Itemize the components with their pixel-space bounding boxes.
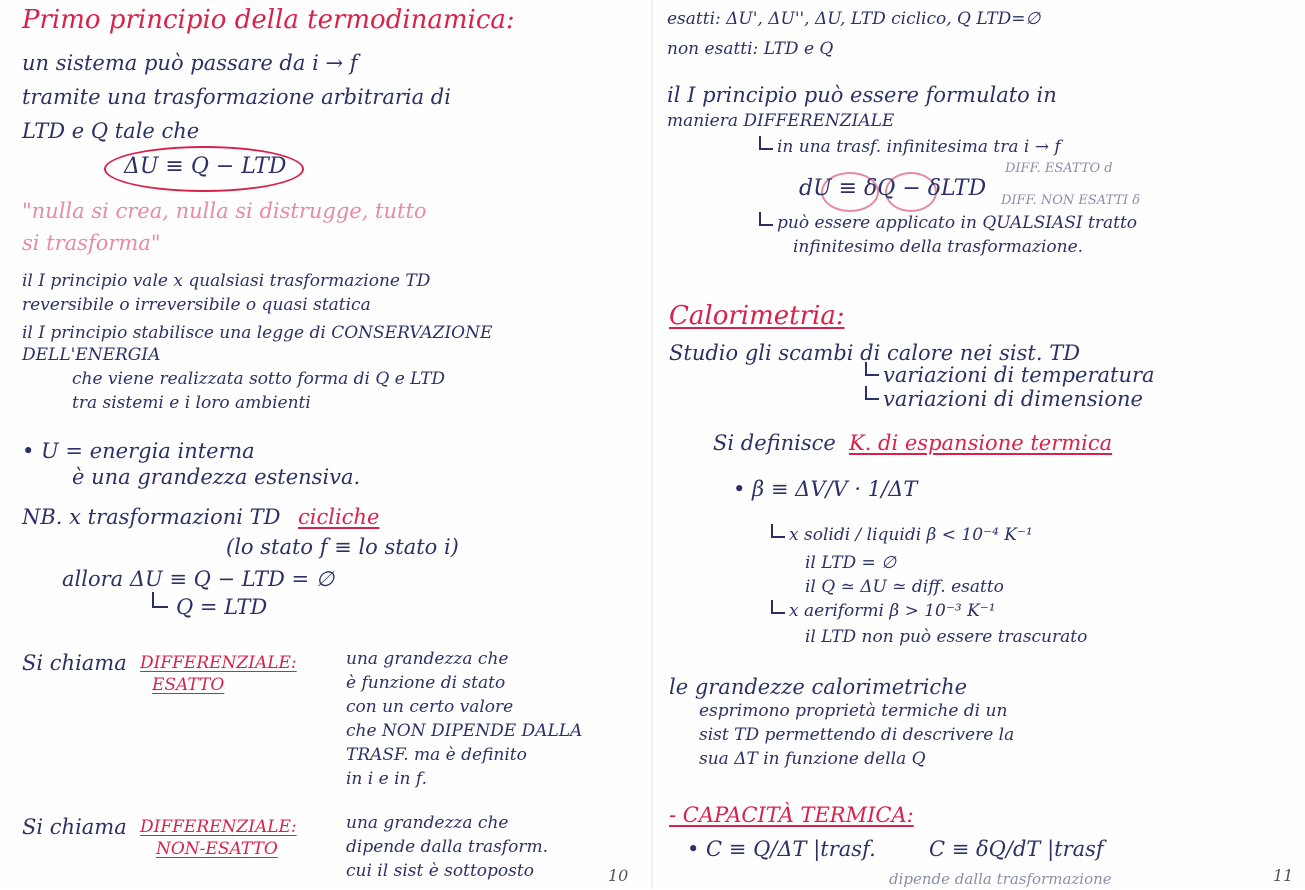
formula-beta: • β ≡ ΔV/V · 1/ΔT: [733, 477, 918, 501]
formula-capacity: • C ≡ Q/ΔT |trasf.: [687, 837, 876, 861]
notebook-page-left: [0, 0, 652, 889]
arrow-icon: [771, 524, 785, 538]
quote-line: si trasforma": [22, 231, 161, 255]
text-line: in i e in f.: [346, 769, 427, 789]
underlined-term: ESATTO: [152, 675, 225, 695]
text-line: il I principio stabilisce una legge di CONSERVAZIONE: [22, 323, 493, 343]
arrow-icon: [759, 136, 773, 150]
text-line: le grandezze calorimetriche: [669, 675, 968, 699]
text-line: sua ΔT in funzione della Q: [699, 749, 926, 769]
text-line: un sistema può passare da i → f: [22, 51, 358, 75]
annotation-note: dipende dalla trasformazione: [889, 870, 1112, 888]
formula-first-law: ΔU ≡ Q − LTD: [124, 154, 287, 179]
text-line: è funzione di stato: [346, 673, 506, 693]
text-line: una grandezza che: [346, 813, 509, 833]
formula-capacity-diff: C ≡ δQ/dT |trasf: [929, 837, 1104, 861]
text-line: esatti: ΔU', ΔU'', ΔU, LTD ciclico, Q LTD=∅: [667, 9, 1041, 29]
underlined-term: K. di espansione termica: [849, 431, 1113, 455]
text-line: LTD e Q tale che: [22, 119, 200, 143]
page-number: 10: [608, 866, 629, 885]
arrow-icon: [865, 362, 879, 376]
arrow-icon: [759, 212, 773, 226]
section-title-capacita: - CAPACITÀ TERMICA:: [669, 803, 914, 827]
arrow-icon: [152, 592, 168, 608]
text-line: in una trasf. infinitesima tra i → f: [777, 137, 1061, 157]
annotation-note: DIFF. ESATTO d: [1005, 161, 1113, 176]
text-line: Si definisce: [713, 431, 836, 455]
notebook-page-right: [653, 0, 1305, 889]
text-line: è una grandezza estensiva.: [72, 465, 361, 489]
text-line: cui il sist è sottoposto: [346, 861, 534, 881]
text-line: Si chiama: [22, 815, 127, 839]
text-line: tra sistemi e i loro ambienti: [72, 393, 311, 413]
text-line: DELL'ENERGIA: [22, 345, 161, 365]
text-line: (lo stato f ≡ lo stato i): [226, 535, 459, 559]
underlined-term: cicliche: [298, 505, 380, 529]
text-line: maniera DIFFERENZIALE: [667, 111, 895, 131]
text-line: il LTD non può essere trascurato: [805, 627, 1088, 647]
underlined-term: DIFFERENZIALE:: [140, 817, 297, 837]
text-line: il I principio vale x qualsiasi trasformazione TD: [22, 271, 431, 291]
annotation-note: DIFF. NON ESATTI δ: [1001, 193, 1141, 208]
text-line: x solidi / liquidi β < 10⁻⁴ K⁻¹: [789, 525, 1033, 545]
text-line: esprimono proprietà termiche di un: [699, 701, 1008, 721]
page-title: Primo principio della termodinamica:: [22, 5, 515, 35]
quote-line: "nulla si crea, nulla si distrugge, tutto: [22, 199, 427, 223]
text-line: può essere applicato in QUALSIASI tratto: [777, 213, 1138, 233]
text-line: una grandezza che: [346, 649, 509, 669]
text-line: TRASF. ma è definito: [346, 745, 527, 765]
text-line: tramite una trasformazione arbitraria di: [22, 85, 451, 109]
text-line: che NON DIPENDE DALLA: [346, 721, 583, 741]
text-line: non esatti: LTD e Q: [667, 39, 834, 59]
text-line: variazioni di temperatura: [883, 363, 1155, 387]
underlined-term: DIFFERENZIALE:: [140, 653, 297, 673]
section-title-calorimetria: Calorimetria:: [669, 301, 845, 331]
text-line: con un certo valore: [346, 697, 514, 717]
text-line: variazioni di dimensione: [883, 387, 1143, 411]
text-line: il Q ≃ ΔU ≃ diff. esatto: [805, 577, 1004, 597]
text-line: • U = energia interna: [22, 439, 255, 463]
text-line: NB. x trasformazioni TD: [22, 505, 281, 529]
text-line: dipende dalla trasform.: [346, 837, 548, 857]
formula-differential: dU ≡ δQ − δLTD: [799, 176, 987, 201]
arrow-icon: [771, 600, 785, 614]
text-line: infinitesimo della trasformazione.: [793, 237, 1084, 257]
text-line: x aeriformi β > 10⁻³ K⁻¹: [789, 601, 996, 621]
text-line: reversibile o irreversibile o quasi statica: [22, 295, 371, 315]
text-line: sist TD permettendo di descrivere la: [699, 725, 1015, 745]
text-line: il I principio può essere formulato in: [667, 83, 1057, 107]
text-line: Q = LTD: [176, 595, 268, 619]
text-line: Si chiama: [22, 651, 127, 675]
arrow-icon: [865, 386, 879, 400]
text-line: che viene realizzata sotto forma di Q e LTD: [72, 369, 446, 389]
text-line: Studio gli scambi di calore nei sist. TD: [669, 341, 1081, 365]
underlined-term: NON-ESATTO: [156, 839, 278, 859]
text-line: allora ΔU ≡ Q − LTD = ∅: [62, 567, 335, 591]
page-number: 11: [1273, 866, 1294, 885]
text-line: il LTD = ∅: [805, 553, 897, 573]
